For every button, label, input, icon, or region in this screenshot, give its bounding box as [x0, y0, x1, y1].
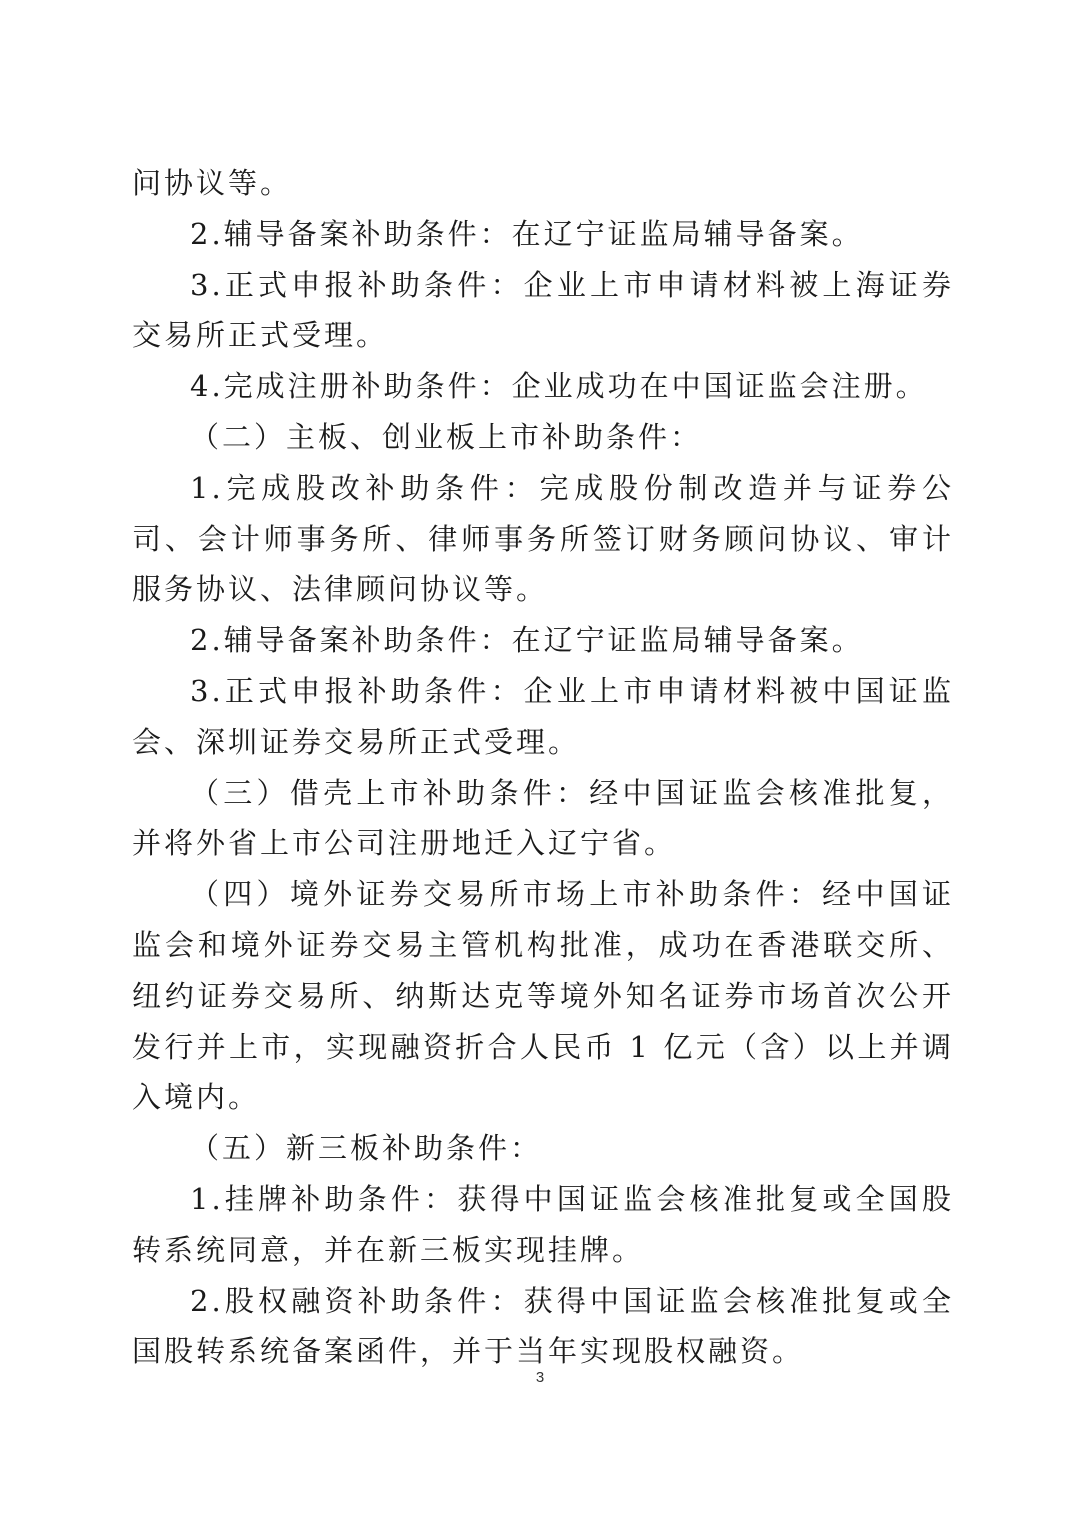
document-body [132, 158, 954, 1377]
section-heading: （三）借壳上市补助条件：经中国证监会核准批复，并将外省上市公司注册地迁入辽宁省。 [132, 775, 954, 861]
paragraph-item: 3.正式申报补助条件：企业上市申请材料被中国证监会、深圳证券交易所正式受理。 [132, 673, 954, 759]
paragraph-item: 1.完成股改补助条件：完成股份制改造并与证券公司、会计师事务所、律师事务所签订财务顾问协议、审计服务协议、法律顾问协议等。 [132, 470, 954, 607]
paragraph-item: 1.挂牌补助条件：获得中国证监会核准批复或全国股转系统同意，并在新三板实现挂牌。 [132, 1181, 954, 1267]
section-heading: （四）境外证券交易所市场上市补助条件：经中国证监会和境外证券交易主管机构批准，成功在香港联交所、纽约证券交易所、纳斯达克等境外知名证券市场首次公开发行并上市，实现融资折合人民币 1 亿元（含）以上并调入境内。 [132, 877, 954, 1115]
paragraph-item: 2.辅导备案补助条件：在辽宁证监局辅导备案。 [190, 623, 864, 658]
paragraph-item: 4.完成注册补助条件：企业成功在中国证监会注册。 [190, 369, 928, 404]
paragraph-continuation: 问协议等。 [132, 166, 293, 200]
paragraph-item: 2.辅导备案补助条件：在辽宁证监局辅导备案。 [190, 216, 864, 251]
page-number: 3 [535, 1369, 545, 1386]
paragraph-item: 2.股权融资补助条件：获得中国证监会核准批复或全国股转系统备案函件，并于当年实现股权融资。 [132, 1283, 954, 1369]
section-heading: （五）新三板补助条件： [190, 1131, 543, 1166]
section-heading: （二）主板、创业板上市补助条件： [190, 419, 703, 454]
paragraph-item: 3.正式申报补助条件：企业上市申请材料被上海证券交易所正式受理。 [132, 267, 954, 353]
